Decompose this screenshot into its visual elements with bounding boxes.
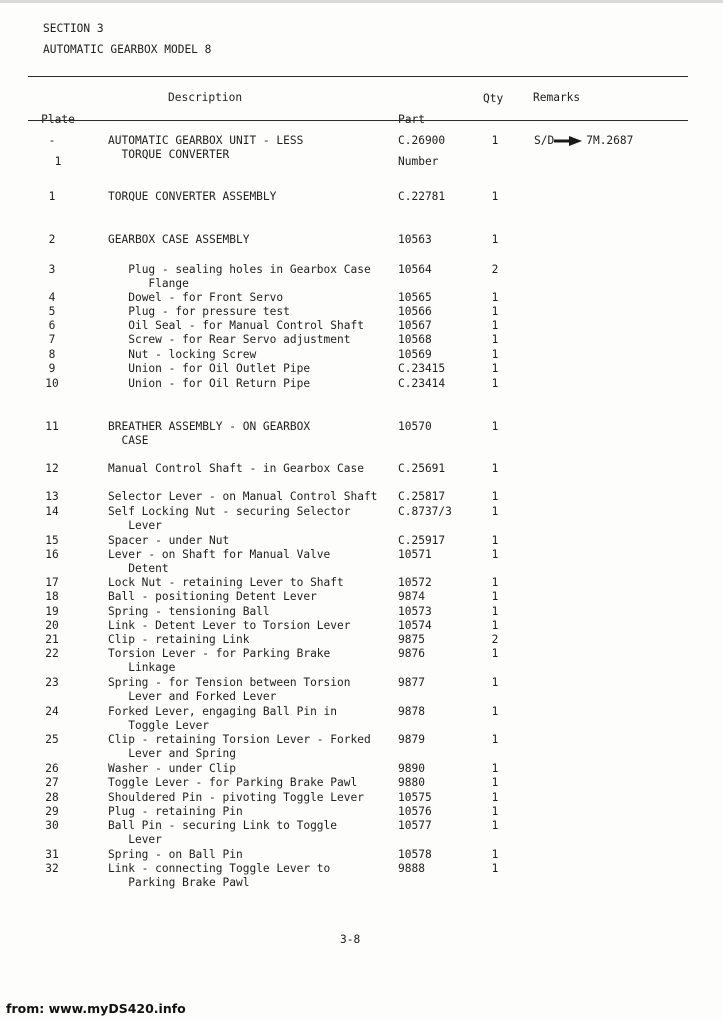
description-cell: Spring - on Ball Pin (108, 848, 243, 861)
qty-cell: 2 (491, 633, 499, 646)
description-cell: Ball Pin - securing Link to Toggle Lever (108, 819, 338, 846)
part-number-cell: 10569 (398, 348, 432, 361)
qty-cell: 1 (491, 291, 499, 304)
description-cell: Shouldered Pin - pivoting Toggle Lever (108, 791, 364, 804)
plate-cell: 26 (45, 762, 59, 775)
qty-cell: 1 (491, 605, 499, 618)
qty-cell: 1 (491, 505, 499, 518)
source-footer: from: www.myDS420.info (6, 1001, 186, 1016)
plate-cell: 13 (45, 490, 59, 503)
qty-cell: 1 (491, 791, 499, 804)
plate-cell: 7 (48, 333, 56, 346)
qty-cell: 1 (491, 676, 499, 689)
qty-cell: 1 (491, 776, 499, 789)
qty-cell: 1 (491, 647, 499, 660)
qty-cell: 1 (491, 377, 499, 390)
plate-cell: 19 (45, 605, 59, 618)
description-cell: Plug - sealing holes in Gearbox Case Flange (128, 263, 371, 290)
plate-cell: 6 (48, 319, 56, 332)
part-number-cell: 9876 (398, 647, 425, 660)
qty-cell: 1 (491, 805, 499, 818)
qty-cell: 1 (491, 862, 499, 875)
qty-cell: 1 (491, 619, 499, 632)
description-cell: Clip - retaining Torsion Lever - Forked Lever and Spring (108, 733, 371, 760)
plate-cell: 8 (48, 348, 56, 361)
description-cell: Lever - on Shaft for Manual Valve Detent (108, 548, 331, 575)
description-cell: Lock Nut - retaining Lever to Shaft (108, 576, 344, 589)
part-number-cell: 10574 (398, 619, 432, 632)
qty-cell: 1 (491, 462, 499, 475)
plate-cell: 27 (45, 776, 59, 789)
plate-cell: 18 (45, 590, 59, 603)
part-number-cell: C.23415 (398, 362, 446, 375)
document-title: AUTOMATIC GEARBOX MODEL 8 (43, 43, 212, 56)
qty-cell: 1 (491, 762, 499, 775)
description-cell: TORQUE CONVERTER ASSEMBLY (108, 190, 277, 203)
description-cell: Manual Control Shaft - in Gearbox Case (108, 462, 364, 475)
part-number-cell: 10564 (398, 263, 432, 276)
part-number-cell: 9888 (398, 862, 425, 875)
qty-cell: 1 (491, 348, 499, 361)
part-number-cell: 9877 (398, 676, 425, 689)
part-number-cell: C.25917 (398, 534, 446, 547)
right-arrow-icon (554, 136, 582, 146)
section-title: SECTION 3 (43, 22, 104, 35)
description-cell: Spring - for Tension between Torsion Lever and Forked Lever (108, 676, 351, 703)
description-cell: Nut - locking Screw (108, 348, 257, 361)
plate-cell: 31 (45, 848, 59, 861)
plate-cell: 14 (45, 505, 59, 518)
description-cell: Toggle Lever - for Parking Brake Pawl (108, 776, 358, 789)
plate-cell: 9 (48, 362, 56, 375)
part-number-cell: C.25691 (398, 462, 446, 475)
plate-cell: 16 (45, 548, 59, 561)
part-number-cell: 9875 (398, 633, 425, 646)
description-cell: Screw - for Rear Servo adjustment (108, 333, 351, 346)
description-cell: GEARBOX CASE ASSEMBLY (108, 233, 250, 246)
plate-cell: 21 (45, 633, 59, 646)
plate-cell: 17 (45, 576, 59, 589)
description-cell: Oil Seal - for Manual Control Shaft (108, 319, 364, 332)
description-cell: Plug - for pressure test (108, 305, 290, 318)
part-number-cell: 9879 (398, 733, 425, 746)
part-number-cell: 10566 (398, 305, 432, 318)
part-number-cell: 10567 (398, 319, 432, 332)
description-cell: Self Locking Nut - securing Selector Lever (108, 505, 351, 532)
part-number-cell: 9874 (398, 590, 425, 603)
part-number-cell: 9890 (398, 762, 425, 775)
plate-cell: 20 (45, 619, 59, 632)
plate-cell: 12 (45, 462, 59, 475)
qty-cell: 1 (491, 305, 499, 318)
qty-cell: 1 (491, 134, 499, 147)
plate-header-line1: Plate (41, 113, 75, 126)
qty-cell: 1 (491, 420, 499, 433)
scan-top-edge (0, 0, 723, 3)
part-number-cell: 10573 (398, 605, 432, 618)
table-header-rule (28, 120, 688, 121)
description-cell: Plug - retaining Pin (108, 805, 243, 818)
plate-cell: 32 (45, 862, 59, 875)
description-cell: Ball - positioning Detent Lever (108, 590, 317, 603)
plate-cell: 11 (45, 420, 59, 433)
qty-cell: 1 (491, 590, 499, 603)
plate-cell: 3 (48, 263, 56, 276)
plate-cell: 25 (45, 733, 59, 746)
plate-cell: - (48, 134, 56, 147)
description-cell: Union - for Oil Return Pipe (108, 377, 311, 390)
remark-prefix: S/D (534, 134, 555, 147)
part-number-cell: 9880 (398, 776, 425, 789)
part-number-cell: 10563 (398, 233, 432, 246)
description-cell: Washer - under Clip (108, 762, 236, 775)
part-number-cell: 10578 (398, 848, 432, 861)
description-cell: Spacer - under Nut (108, 534, 230, 547)
qty-cell: 2 (491, 263, 499, 276)
qty-cell: 1 (491, 490, 499, 503)
part-number-cell: 10570 (398, 420, 432, 433)
remark-suffix: 7M.2687 (586, 134, 634, 147)
description-cell: Dowel - for Front Servo (108, 291, 284, 304)
plate-cell: 29 (45, 805, 59, 818)
plate-cell: 22 (45, 647, 59, 660)
part-number-cell: 10571 (398, 548, 432, 561)
part-number-cell: 10576 (398, 805, 432, 818)
description-cell: AUTOMATIC GEARBOX UNIT - LESS TORQUE CONVERTER (108, 134, 304, 161)
qty-cell: 1 (491, 576, 499, 589)
part-number-cell: C.22781 (398, 190, 446, 203)
plate-header-line2: 1 (54, 155, 62, 168)
description-header: Description (168, 91, 243, 104)
part-number-cell: 10572 (398, 576, 432, 589)
part-number-cell: C.26900 (398, 134, 446, 147)
part-number-cell: 10565 (398, 291, 432, 304)
description-cell: Forked Lever, engaging Ball Pin in Toggle Lever (108, 705, 338, 732)
plate-cell: 24 (45, 705, 59, 718)
description-cell: Link - connecting Toggle Lever to Parking Brake Pawl (108, 862, 331, 889)
qty-cell: 1 (491, 233, 499, 246)
remarks-header: Remarks (533, 91, 581, 104)
plate-cell: 2 (48, 233, 56, 246)
qty-cell: 1 (491, 190, 499, 203)
description-cell: Selector Lever - on Manual Control Shaft (108, 490, 378, 503)
part-number-cell: 10575 (398, 791, 432, 804)
page-number: 3-8 (340, 933, 361, 946)
plate-cell: 5 (48, 305, 56, 318)
part-header-line2: Number (398, 155, 439, 168)
plate-cell: 15 (45, 534, 59, 547)
plate-cell: 10 (45, 377, 59, 390)
qty-cell: 1 (491, 848, 499, 861)
qty-cell: 1 (491, 319, 499, 332)
description-cell: BREATHER ASSEMBLY - ON GEARBOX CASE (108, 420, 311, 447)
part-header-line1: Part (398, 113, 425, 126)
table-top-rule (28, 76, 688, 77)
description-cell: Union - for Oil Outlet Pipe (108, 362, 311, 375)
part-number-cell: C.25817 (398, 490, 446, 503)
remarks-cell (534, 134, 633, 148)
qty-cell: 1 (491, 733, 499, 746)
plate-cell: 23 (45, 676, 59, 689)
qty-cell: 1 (491, 705, 499, 718)
part-number-cell: 9878 (398, 705, 425, 718)
plate-cell: 30 (45, 819, 59, 832)
part-number-cell: C.8737/3 (398, 505, 452, 518)
plate-cell: 1 (48, 190, 56, 203)
description-cell: Torsion Lever - for Parking Brake Linkage (108, 647, 331, 674)
part-number-cell: 10568 (398, 333, 432, 346)
plate-cell: 4 (48, 291, 56, 304)
qty-cell: 1 (491, 362, 499, 375)
qty-cell: 1 (491, 548, 499, 561)
plate-cell: 28 (45, 791, 59, 804)
qty-header: Qty (483, 92, 504, 105)
description-cell: Clip - retaining Link (108, 633, 250, 646)
description-cell: Link - Detent Lever to Torsion Lever (108, 619, 351, 632)
description-cell: Spring - tensioning Ball (108, 605, 270, 618)
qty-cell: 1 (491, 819, 499, 832)
qty-cell: 1 (491, 333, 499, 346)
part-number-cell: C.23414 (398, 377, 446, 390)
part-number-cell: 10577 (398, 819, 432, 832)
qty-cell: 1 (491, 534, 499, 547)
